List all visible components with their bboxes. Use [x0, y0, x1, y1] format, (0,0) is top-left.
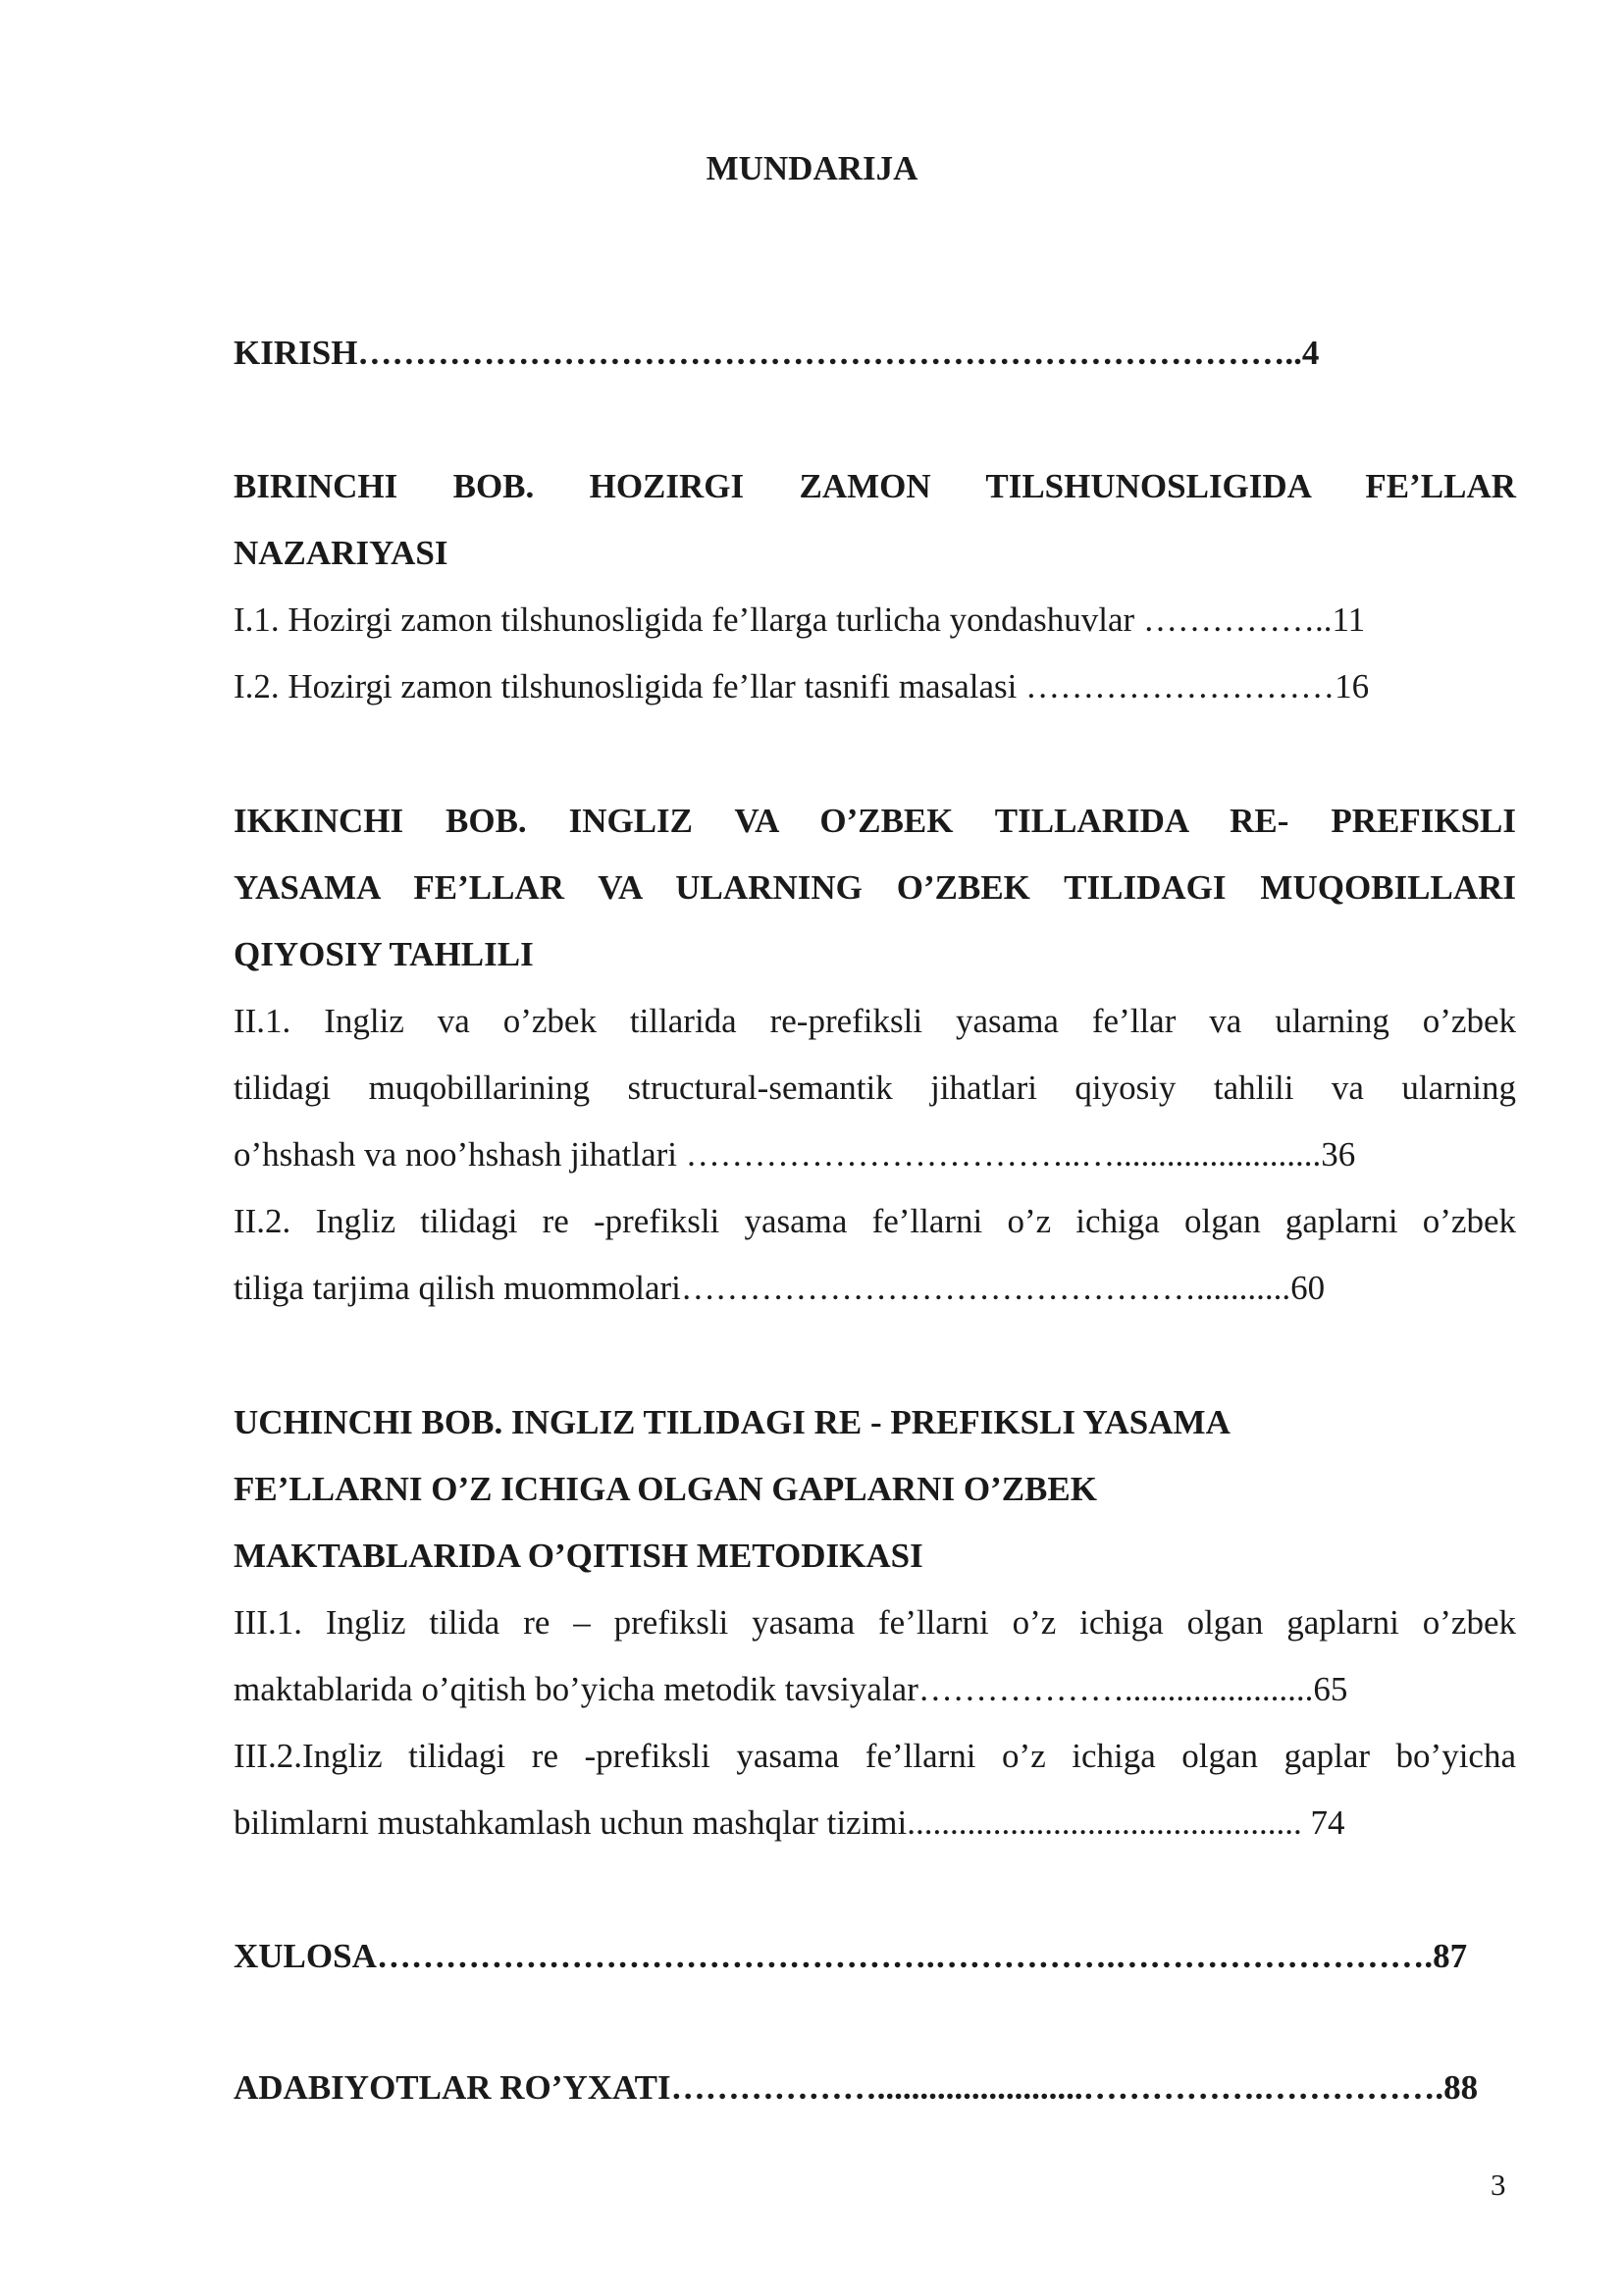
toc-entry-2-2[interactable]: II.2. Ingliz tilidagi re -prefiksli yasama fe’llarni o’z ichiga olgan gaplarni o’zbek — [234, 1202, 1516, 1240]
chapter-1-heading-cont: NAZARIYASI — [234, 534, 448, 572]
chapter-3-heading-end: MAKTABLARIDA O’QITISH METODIKASI — [234, 1537, 923, 1575]
toc-entry-2-1-end[interactable]: o’hshash va noo’hshash jihatlari ……………………………..…........................36 — [234, 1135, 1356, 1174]
toc-entry-2-2-end[interactable]: tiliga tarjima qilish muommolari………………………………………...........60 — [234, 1269, 1326, 1307]
page-title: MUNDARIJA — [706, 149, 918, 187]
toc-entry-3-2-end[interactable]: bilimlarni mustahkamlash uchun mashqlar tizimi.............................................. 74 — [234, 1803, 1345, 1842]
toc-entry-2-1[interactable]: II.1. Ingliz va o’zbek tillarida re-prefiksli yasama fe’llar va ularning o’zbek — [234, 1002, 1516, 1040]
toc-entry-xulosa[interactable]: XULOSA………………………………………….…………….……………………….87 — [234, 1937, 1468, 1975]
toc-entry-3-1-end[interactable]: maktablarida o’qitish bo’yicha metodik tavsiyalar………………......................65 — [234, 1670, 1348, 1708]
chapter-3-heading: UCHINCHI BOB. INGLIZ TILIDAGI RE - PREFIKSLI YASAMA — [234, 1403, 1231, 1441]
toc-entry-2-1-cont[interactable]: tilidagi muqobillarining structural-semantik jihatlari qiyosiy tahlili va ularning — [234, 1069, 1516, 1107]
toc-entry-1-2[interactable]: I.2. Hozirgi zamon tilshunosligida fe’llar tasnifi masalasi ………………………16 — [234, 667, 1370, 705]
toc-entry-adabiyotlar[interactable]: ADABIYOTLAR RO’YXATI………………........................…………….…………….88 — [234, 2068, 1479, 2107]
chapter-2-heading-end: QIYOSIY TAHLILI — [234, 935, 534, 973]
toc-entry-kirish[interactable]: KIRISH………………………………………………………………………..4 — [234, 334, 1320, 372]
page-number: 3 — [1491, 2167, 1506, 2202]
chapter-1-heading: BIRINCHI BOB. HOZIRGI ZAMON TILSHUNOSLIGIDA FE’LLAR — [234, 467, 1516, 505]
toc-entry-1-1[interactable]: I.1. Hozirgi zamon tilshunosligida fe’llarga turlicha yondashuvlar ……………..11 — [234, 600, 1366, 639]
chapter-3-heading-cont: FE’LLARNI O’Z ICHIGA OLGAN GAPLARNI O’ZBEK — [234, 1470, 1097, 1508]
toc-entry-3-2[interactable]: III.2.Ingliz tilidagi re -prefiksli yasama fe’llarni o’z ichiga olgan gaplar bo’yicha — [234, 1737, 1516, 1775]
toc-entry-3-1[interactable]: III.1. Ingliz tilida re – prefiksli yasama fe’llarni o’z ichiga olgan gaplarni o’zbek — [234, 1603, 1516, 1642]
chapter-2-heading-cont: YASAMA FE’LLAR VA ULARNING O’ZBEK TILIDAGI MUQOBILLARI — [234, 868, 1516, 907]
chapter-2-heading: IKKINCHI BOB. INGLIZ VA O’ZBEK TILLARIDA RE- PREFIKSLI — [234, 802, 1516, 840]
